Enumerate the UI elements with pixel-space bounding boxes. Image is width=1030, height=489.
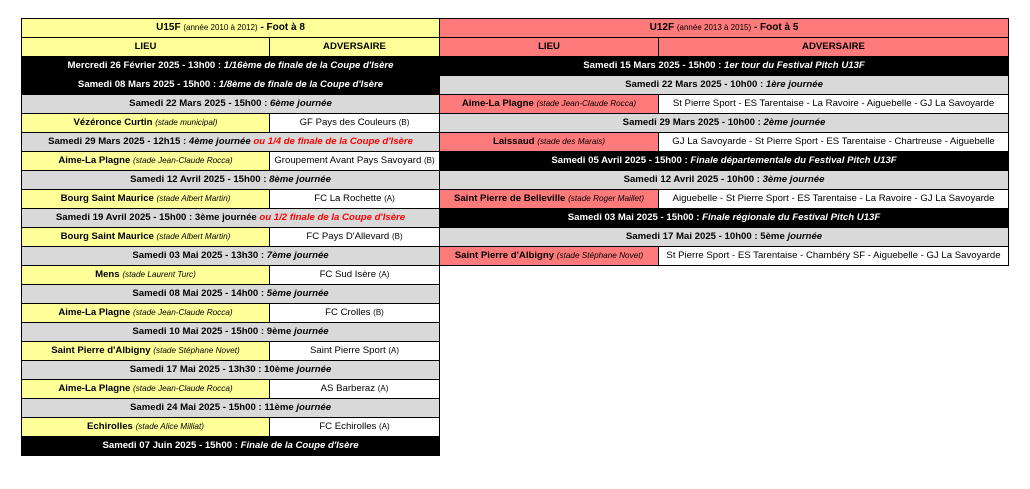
event-text: journée xyxy=(293,326,329,337)
match-row xyxy=(22,304,440,323)
venue-name: Aime-La Plagne xyxy=(58,155,131,166)
date-text: Samedi 19 Avril 2025 - 15h00 : 3ème journée xyxy=(55,212,257,223)
event-row xyxy=(22,57,440,76)
group-tag: (A) xyxy=(378,270,390,279)
matchday-row xyxy=(440,171,1009,190)
matchday-row xyxy=(440,228,1009,247)
date-cell xyxy=(22,285,440,304)
event-text: 5ème journée xyxy=(266,288,329,299)
date-cell xyxy=(22,247,440,266)
u15f-title-main: U15F xyxy=(156,22,181,33)
cup-alt-text: ou 1/4 de finale de la Coupe d'Isère xyxy=(250,136,413,147)
venue-cell xyxy=(22,266,270,285)
stadium-name: (stade des Marais) xyxy=(537,137,606,146)
matchday-row xyxy=(440,76,1009,95)
date-cell xyxy=(440,171,1009,190)
match-row xyxy=(440,190,1009,209)
opponent-cell xyxy=(270,304,440,323)
matchday-row xyxy=(440,114,1009,133)
matchday-row xyxy=(22,133,440,152)
match-row xyxy=(22,190,440,209)
opponent-name: FC Crolles xyxy=(325,307,371,318)
opponent-cell xyxy=(270,190,440,209)
opponent-cell xyxy=(659,95,1009,114)
opponent-cell xyxy=(270,114,440,133)
venue-name: Vézéronce Curtin xyxy=(73,117,153,128)
event-text: 1/16ème de finale de la Coupe d'Isère xyxy=(223,60,394,71)
event-text: Finale de la Coupe d'Isère xyxy=(240,440,359,451)
match-row xyxy=(22,266,440,285)
venue-name: Aime-La Plagne xyxy=(58,383,131,394)
matchday-row xyxy=(22,323,440,342)
event-text: 7ème journée xyxy=(266,250,329,261)
opponent-name: Groupement Avant Pays Savoyard xyxy=(274,155,422,166)
date-text: Samedi 03 Mai 2025 - 15h00 : xyxy=(567,212,703,223)
date-cell xyxy=(22,323,440,342)
opponent-name: FC Pays D'Allevard xyxy=(306,231,390,242)
opponent-cell xyxy=(659,190,1009,209)
group-tag: (A) xyxy=(377,384,389,393)
event-text: journée xyxy=(296,364,332,375)
stadium-name: (stade Alice Milliat) xyxy=(135,422,204,431)
venue-name: Saint Pierre d'Albigny xyxy=(454,250,555,261)
date-text: Samedi 12 Avril 2025 - 10h00 : xyxy=(623,174,763,185)
stadium-name: (stade Roger Maillet) xyxy=(568,194,645,203)
matchday-row xyxy=(22,247,440,266)
event-row xyxy=(440,152,1009,171)
event-row xyxy=(440,57,1009,76)
u15f-title-format: - Foot à 8 xyxy=(260,22,305,33)
date-cell xyxy=(440,228,1009,247)
opponent-name: GF Pays des Couleurs xyxy=(299,117,397,128)
event-text: 1er tour du Festival Pitch U13F xyxy=(724,60,865,71)
date-text: Samedi 07 Juin 2025 - 15h00 : xyxy=(102,440,241,451)
venue-cell xyxy=(22,152,270,171)
match-row xyxy=(22,418,440,437)
opponent-name: FC Sud Isère xyxy=(319,269,377,280)
u12f-col-adversaire: ADVERSAIRE xyxy=(659,38,1009,57)
date-cell xyxy=(22,209,440,228)
opponent-cell xyxy=(270,342,440,361)
opponent-name: GJ La Savoyarde - St Pierre Sport - ES Tarentaise - Chartreuse - Aiguebelle xyxy=(672,136,995,147)
venue-name: Saint Pierre d'Albigny xyxy=(51,345,151,356)
venue-cell xyxy=(22,304,270,323)
venue-cell xyxy=(440,95,659,114)
group-tag: (A) xyxy=(384,194,395,203)
event-text: journée xyxy=(787,231,823,242)
stadium-name: (stade Laurent Turc) xyxy=(122,270,196,279)
venue-name: Aime-La Plagne xyxy=(58,307,131,318)
opponent-name: St Pierre Sport - ES Tarentaise - Chambéry SF - Aiguebelle - GJ La Savoyarde xyxy=(666,250,1001,261)
date-cell xyxy=(440,152,1009,171)
venue-name: Saint Pierre de Belleville xyxy=(453,193,566,204)
u15f-col-adversaire: ADVERSAIRE xyxy=(270,38,440,57)
venue-name: Mens xyxy=(95,269,120,280)
date-cell xyxy=(440,209,1009,228)
date-cell xyxy=(22,76,440,95)
opponent-name: AS Barberaz xyxy=(320,383,376,394)
matchday-row xyxy=(22,171,440,190)
opponent-cell xyxy=(270,152,440,171)
date-cell xyxy=(22,171,440,190)
date-text: Samedi 17 Mai 2025 - 10h00 : 5ème xyxy=(625,231,788,242)
opponent-cell xyxy=(270,228,440,247)
date-text: Samedi 22 Mars 2025 - 15h00 : xyxy=(129,98,270,109)
date-cell xyxy=(440,57,1009,76)
venue-cell xyxy=(22,380,270,399)
date-text: Samedi 29 Mars 2025 - 10h00 : xyxy=(622,117,764,128)
stadium-name: (stade Jean-Claude Rocca) xyxy=(132,384,233,393)
group-tag: (B) xyxy=(424,156,435,165)
date-cell xyxy=(22,95,440,114)
cup-alt-text: ou 1/2 finale de la Coupe d'Isère xyxy=(256,212,406,223)
opponent-cell xyxy=(270,418,440,437)
date-text: Samedi 12 Avril 2025 - 15h00 : xyxy=(130,174,270,185)
opponent-name: Saint Pierre Sport xyxy=(309,345,386,356)
event-text: 6ème journée xyxy=(269,98,332,109)
matchday-row xyxy=(22,361,440,380)
date-text: Samedi 08 Mai 2025 - 14h00 : xyxy=(132,288,267,299)
group-tag: (B) xyxy=(373,308,384,317)
venue-cell xyxy=(22,114,270,133)
u15f-col-lieu: LIEU xyxy=(22,38,270,57)
stadium-name: (stade Stéphane Novet) xyxy=(153,346,240,355)
date-text: Samedi 17 Mai 2025 - 13h30 : 10ème xyxy=(129,364,297,375)
match-row xyxy=(22,380,440,399)
date-text: Samedi 03 Mai 2025 - 13h30 : xyxy=(132,250,267,261)
match-row xyxy=(440,247,1009,266)
opponent-cell xyxy=(270,266,440,285)
stadium-name: (stade Jean-Claude Rocca) xyxy=(132,308,233,317)
event-text: 4ème journée xyxy=(188,136,251,147)
venue-cell xyxy=(22,228,270,247)
event-text: 2ème journée xyxy=(763,117,826,128)
u12f-title-main: U12F xyxy=(649,22,675,33)
match-row xyxy=(22,342,440,361)
match-row xyxy=(440,133,1009,152)
opponent-name: St Pierre Sport - ES Tarentaise - La Ravoire - Aiguebelle - GJ La Savoyarde xyxy=(672,98,995,109)
date-text: Samedi 15 Mars 2025 - 15h00 : xyxy=(583,60,725,71)
matchday-row xyxy=(22,209,440,228)
date-text: Samedi 22 Mars 2025 - 10h00 : xyxy=(625,79,766,90)
event-row xyxy=(440,209,1009,228)
event-text: 8ème journée xyxy=(269,174,331,185)
venue-name: Bourg Saint Maurice xyxy=(60,193,154,204)
u12f-title-format: - Foot à 5 xyxy=(753,22,799,33)
u12f-col-lieu: LIEU xyxy=(440,38,659,57)
u12f-header-row xyxy=(440,19,1009,38)
date-text: Samedi 08 Mars 2025 - 15h00 : xyxy=(77,79,219,90)
opponent-name: FC La Rochette xyxy=(314,193,382,204)
date-text: Samedi 24 Mai 2025 - 15h00 : 11ème xyxy=(129,402,297,413)
date-cell xyxy=(22,437,440,456)
event-row xyxy=(22,76,440,95)
date-cell xyxy=(440,114,1009,133)
venue-cell xyxy=(22,342,270,361)
u12f-title xyxy=(440,19,1009,38)
event-text: 1ère journée xyxy=(765,79,823,90)
matchday-row xyxy=(22,285,440,304)
date-text: Samedi 05 Avril 2025 - 15h00 : xyxy=(551,155,691,166)
opponent-cell xyxy=(659,133,1009,152)
opponent-name: FC Echirolles xyxy=(319,421,377,432)
date-cell xyxy=(22,57,440,76)
match-row xyxy=(22,114,440,133)
date-cell xyxy=(22,399,440,418)
date-text: Samedi 29 Mars 2025 - 12h15 : xyxy=(48,136,189,147)
date-cell xyxy=(22,361,440,380)
match-row xyxy=(22,228,440,247)
opponent-cell xyxy=(659,247,1009,266)
venue-cell xyxy=(440,133,659,152)
u15f-title xyxy=(22,19,440,38)
u12f-schedule-table xyxy=(439,18,1009,266)
date-text: Samedi 10 Mai 2025 - 15h00 : 9ème xyxy=(132,326,294,337)
u15f-schedule-table xyxy=(21,18,440,456)
u15f-title-years: (année 2010 à 2012) xyxy=(183,23,258,32)
u12f-column-header-row xyxy=(440,38,1009,57)
venue-name: Laissaud xyxy=(492,136,535,147)
group-tag: (B) xyxy=(398,118,410,127)
venue-cell xyxy=(22,418,270,437)
group-tag: (A) xyxy=(379,422,390,431)
stadium-name: (stade Stéphane Novet) xyxy=(556,251,644,260)
event-text: 1/8ème de finale de la Coupe d'Isère xyxy=(218,79,384,90)
event-text: Finale départementale du Festival Pitch U13F xyxy=(690,155,897,166)
matchday-row xyxy=(22,95,440,114)
date-cell xyxy=(22,133,440,152)
stadium-name: (stade Albert Martin) xyxy=(156,232,231,241)
venue-name: Bourg Saint Maurice xyxy=(60,231,154,242)
stadium-name: (stade Jean-Claude Rocca) xyxy=(132,156,233,165)
event-text: journée xyxy=(296,402,332,413)
match-row xyxy=(22,152,440,171)
stadium-name: (stade Jean-Claude Rocca) xyxy=(536,99,637,108)
opponent-cell xyxy=(270,380,440,399)
u12f-title-years: (année 2013 à 2015) xyxy=(676,23,752,32)
opponent-name: Aiguebelle - St Pierre Sport - ES Tarentaise - La Ravoire - GJ La Savoyarde xyxy=(672,193,995,204)
venue-cell xyxy=(440,190,659,209)
match-row xyxy=(440,95,1009,114)
event-text: Finale régionale du Festival Pitch U13F xyxy=(702,212,881,223)
venue-cell xyxy=(22,190,270,209)
u15f-column-header-row xyxy=(22,38,440,57)
stadium-name: (stade municipal) xyxy=(155,118,218,127)
group-tag: (B) xyxy=(391,232,403,241)
stadium-name: (stade Albert Martin) xyxy=(156,194,231,203)
date-text: Mercredi 26 Février 2025 - 13h00 : xyxy=(67,60,224,71)
matchday-row xyxy=(22,399,440,418)
venue-name: Aime-La Plagne xyxy=(461,98,534,109)
venue-name: Echirolles xyxy=(87,421,133,432)
venue-cell xyxy=(440,247,659,266)
date-cell xyxy=(440,76,1009,95)
event-row xyxy=(22,437,440,456)
u15f-header-row xyxy=(22,19,440,38)
event-text: 3ème journée xyxy=(762,174,825,185)
group-tag: (A) xyxy=(388,346,400,355)
